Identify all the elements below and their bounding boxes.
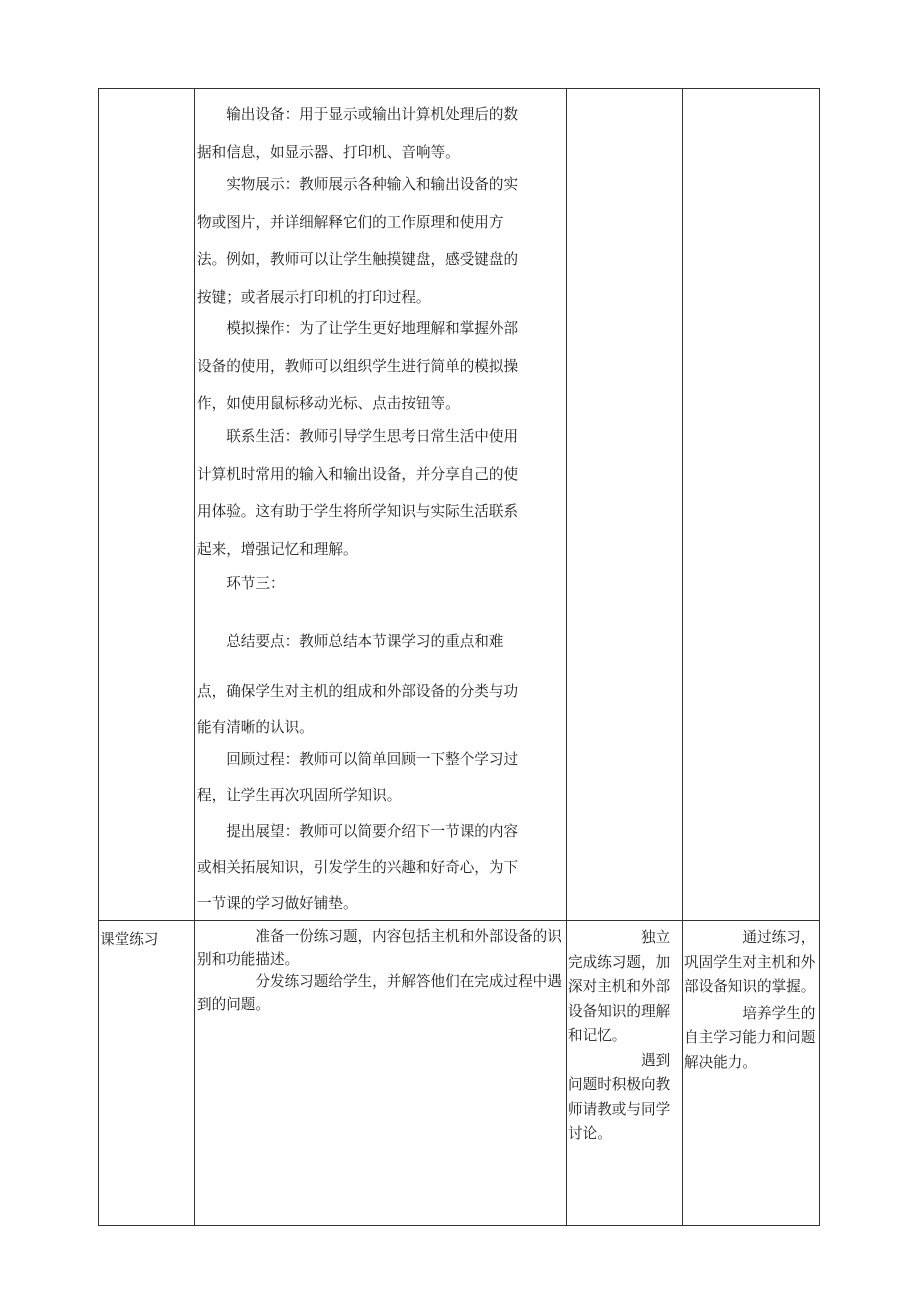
paragraph-physical-display bbox=[197, 166, 565, 316]
lesson-plan-table bbox=[98, 88, 820, 1226]
teacher-activity-cell bbox=[197, 88, 565, 920]
paragraph-review bbox=[197, 742, 565, 814]
student-practice-paragraph: 遇到问题时积极向教师请教或与同学讨论。 bbox=[568, 1051, 671, 1142]
text-line: 模拟操作：为了让学生更好地理解和掌握外部 bbox=[197, 320, 519, 337]
purpose-paragraph: 培养学生的自主学习能力和问题解决能力。 bbox=[684, 1004, 816, 1071]
table-bottom-border bbox=[98, 1225, 820, 1226]
practice-student-cell bbox=[568, 926, 682, 1147]
column-divider bbox=[566, 88, 567, 1226]
text-line: 输出设备：用于显示或输出计算机处理后的数 bbox=[197, 106, 519, 123]
teacher-practice-paragraph: 准备一份练习题，内容包括主机和外部设备的识别和功能描述。 bbox=[197, 928, 562, 968]
text-line: 实物展示：教师展示各种输入和输出设备的实 bbox=[197, 176, 519, 193]
section-heading bbox=[197, 570, 565, 598]
text-line: 用体验。这有助于学生将所学知识与实际生活联系 bbox=[197, 503, 519, 520]
paragraph-outlook bbox=[197, 814, 565, 922]
text-line: 环节三： bbox=[197, 575, 285, 592]
text-line: 回顾过程：教师可以简单回顾一下整个学习过 bbox=[197, 751, 519, 768]
column-divider bbox=[194, 88, 195, 1226]
text-line: 计算机时常用的输入和输出设备，并分享自己的使 bbox=[197, 465, 519, 483]
text-line: 总结要点：教师总结本节课学习的重点和难 bbox=[197, 633, 504, 650]
text-line: 一节课的学习做好铺垫。 bbox=[197, 895, 358, 912]
text-line: 起来，增强记忆和理解。 bbox=[197, 540, 358, 558]
text-line: 法。例如，教师可以让学生触摸键盘，感受键盘的 bbox=[197, 251, 519, 268]
text-line: 提出展望：教师可以简要介绍下一节课的内容 bbox=[197, 823, 519, 840]
text-line: 程，让学生再次巩固所学知识。 bbox=[197, 787, 402, 804]
row-label: 课堂练习 bbox=[100, 931, 159, 948]
table-left-border bbox=[98, 88, 99, 1226]
text-line: 物或图片，并详细解释它们的工作原理和使用方 bbox=[197, 213, 504, 231]
table-right-border bbox=[819, 88, 820, 1226]
text-line: 据和信息，如显示器、打印机、音响等。 bbox=[197, 143, 460, 161]
student-practice-paragraph: 独立完成练习题，加深对主机和外部设备知识的理解和记忆。 bbox=[568, 929, 671, 1044]
purpose-paragraph: 通过练习，巩固学生对主机和外部设备知识的掌握。 bbox=[684, 929, 816, 995]
practice-purpose-cell bbox=[684, 926, 819, 1075]
paragraph-life-connection bbox=[197, 418, 565, 568]
paragraph-output-devices bbox=[197, 96, 565, 171]
text-line: 或相关拓展知识，引发学生的兴趣和好奇心，为下 bbox=[197, 859, 519, 876]
text-line: 按键；或者展示打印机的打印过程。 bbox=[197, 288, 431, 306]
text-line: 能有清晰的认识。 bbox=[197, 719, 314, 736]
paragraph-summary bbox=[197, 628, 565, 656]
paragraph-summary-continued bbox=[197, 674, 565, 746]
text-line: 联系生活：教师引导学生思考日常生活中使用 bbox=[197, 428, 519, 445]
practice-teacher-cell bbox=[197, 926, 566, 1016]
text-line: 作，如使用鼠标移动光标、点击按钮等。 bbox=[197, 395, 460, 412]
teacher-practice-paragraph: 分发练习题给学生，并解答他们在完成过程中遇到的问题。 bbox=[197, 973, 562, 1013]
practice-label-cell bbox=[100, 926, 192, 954]
column-divider bbox=[682, 88, 683, 1226]
paragraph-simulation bbox=[197, 310, 565, 423]
text-line: 点，确保学生对主机的组成和外部设备的分类与功 bbox=[197, 683, 519, 700]
text-line: 设备的使用，教师可以组织学生进行简单的模拟操 bbox=[197, 357, 519, 375]
